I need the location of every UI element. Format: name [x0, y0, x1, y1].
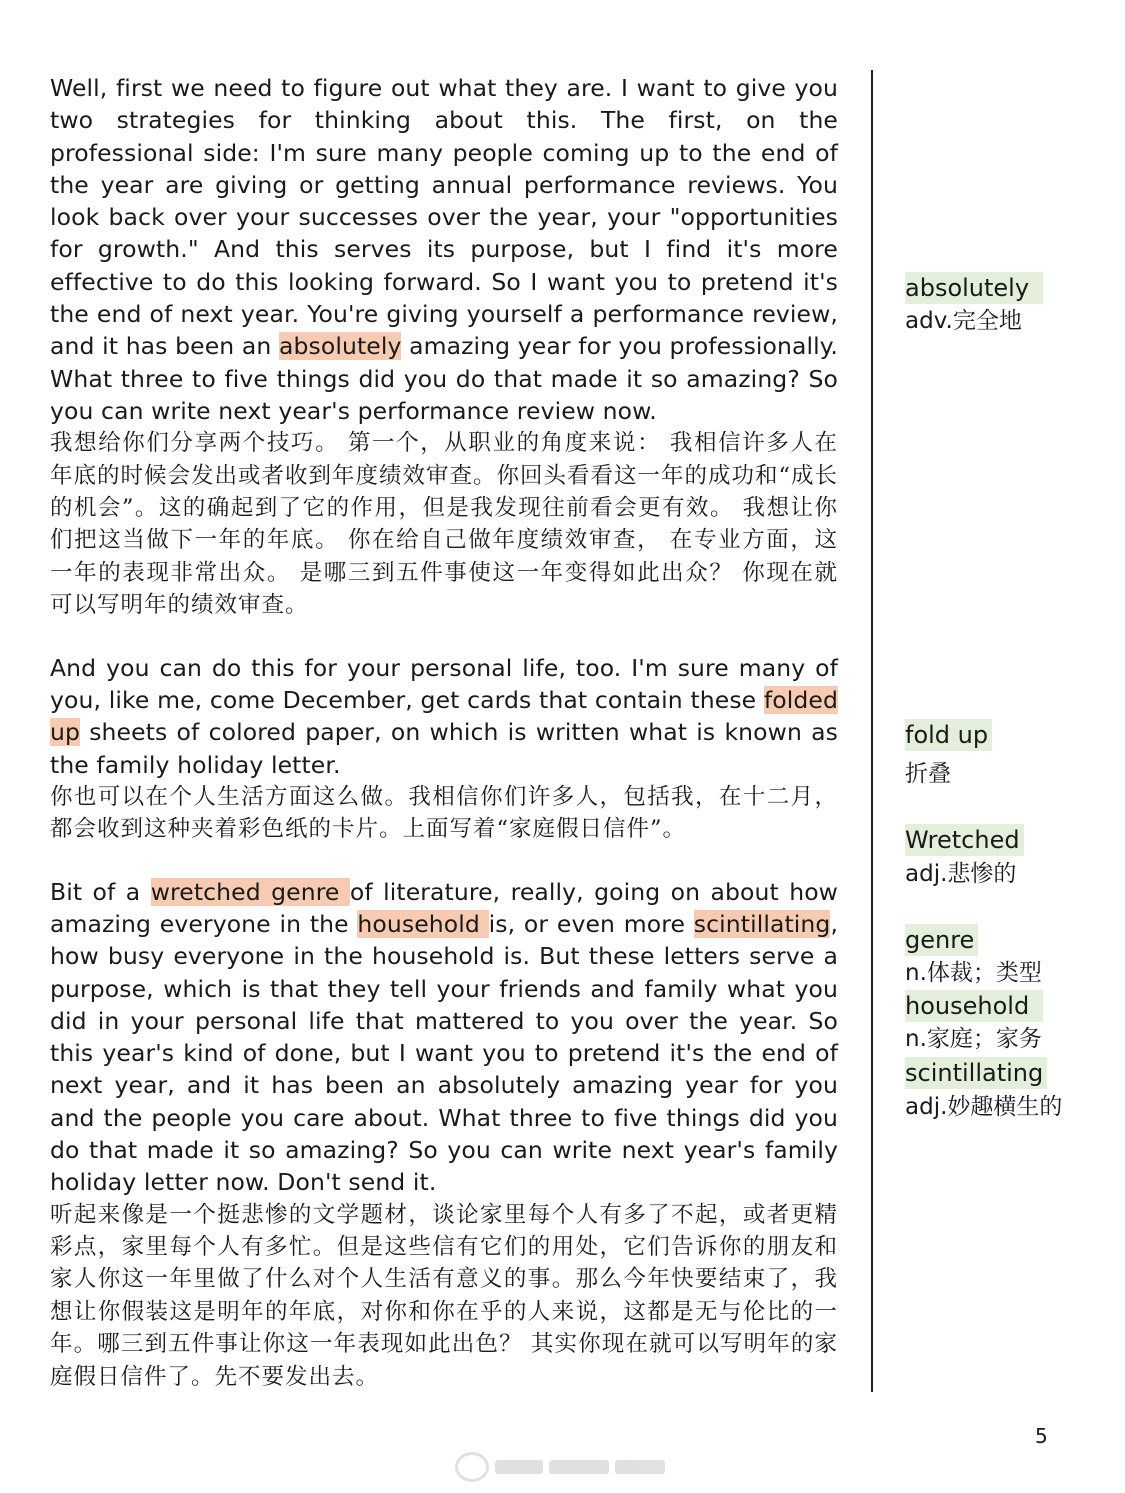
paragraph-gap — [50, 622, 838, 652]
vocab-word-household: household — [905, 990, 1043, 1022]
text-run: Bit of a — [50, 877, 151, 906]
vocab-word-scintillating: scintillating — [905, 1057, 1047, 1089]
watermark-bar — [549, 1460, 609, 1474]
vocab-def-household: n.家庭；家务 — [905, 1026, 1042, 1052]
watermark-logo — [455, 1450, 670, 1484]
paragraph-2-chinese: 你也可以在个人生活方面这么做。我相信你们许多人，包括我，在十二月， 都会收到这种夹着彩色纸的卡片。上面写着“家庭假日信件”。 — [50, 783, 838, 843]
vocab-def-absolutely: adv.完全地 — [905, 308, 1022, 334]
page-number: 5 — [1035, 1424, 1048, 1448]
column-divider — [871, 70, 873, 1392]
vocab-def-scintillating: adj.妙趣横生的 — [905, 1094, 1063, 1120]
vocab-word-wretched: Wretched — [905, 824, 1024, 856]
text-run: of literature, really, going on about how amazing everyone in the — [50, 877, 839, 938]
vocab-def-wretched: adj.悲惨的 — [905, 861, 1017, 887]
highlight-folded-up: folded up — [50, 686, 838, 747]
paragraph-1-english — [50, 72, 838, 427]
vocab-word-absolutely: absolutely — [905, 272, 1043, 304]
text-run: Well, first we need to figure out what they are. I want to give you two strategies for thinking about this. The first, on the professional side: I'm sure many people coming up to the end of the year are giving or getting annual performance reviews. You look back over your successes over the year, your "opportunities for growth." And this serves its purpose, but I find it's more effective to do this looking forward. So I want you to pretend it's the end of next year. You're giving yourself a performance review, and it has been an — [50, 74, 838, 361]
highlight-absolutely: absolutely — [279, 332, 402, 361]
article-body — [50, 72, 838, 1393]
paragraph-3-english — [50, 876, 838, 1199]
chat-bubble-icon — [455, 1452, 489, 1482]
watermark-bar — [495, 1460, 543, 1474]
watermark-bar — [615, 1460, 665, 1474]
paragraph-gap — [50, 846, 838, 876]
highlight-household: household — [357, 910, 489, 938]
vocab-def-genre: n.体裁；类型 — [905, 960, 1042, 986]
vocab-word-fold-up: fold up — [905, 719, 992, 751]
text-run: sheets of colored paper, on which is written what is known as the family holiday letter. — [50, 718, 838, 779]
text-run: amazing year for you professionally. What three to five things did you do that made it so amazing? So you can write next year's performance review now. — [50, 332, 838, 425]
text-run: And you can do this for your personal life, too. I'm sure many of you, like me, come December, get cards that contain these — [50, 653, 838, 714]
paragraph-3-chinese: 听起来像是一个挺悲惨的文学题材，谈论家里每个人有多了不起，或者更精彩点，家里每个人有多忙。但是这些信有它们的用处，它们告诉你的朋友和家人你这一年里做了什么对个人生活有意义的事。那么今年快要结束了，我想让你假装这是明年的年底，对你和你在乎的人来说，这都是无与伦比的一年。哪三到五件事让你这一年表现如此出色？ 其实你现在就可以写明年的家庭假日信件了。先不要发出去。 — [50, 1201, 838, 1390]
vocab-word-genre: genre — [905, 924, 978, 956]
paragraph-2-english — [50, 652, 838, 781]
highlight-scintillating: scintillating — [693, 910, 831, 938]
text-run: is, or even more — [488, 910, 694, 938]
paragraph-1-chinese: 我想给你们分享两个技巧。 第一个，从职业的角度来说： 我相信许多人在年底的时候会发出或者收到年度绩效审查。你回头看看这一年的成功和“成长的机会”。这的确起到了它的作用，但是我发现往前看会更有效。 我想让你们把这当做下一年的年底。 你在给自己做年度绩效审查， 在专业方面，这一年的表现非常出众。 是哪三到五件事使这一年变得如此出众？ 你现在就可以写明年的绩效审查。 — [50, 430, 839, 619]
highlight-wretched-genre: wretched genre — [150, 877, 350, 906]
text-run: , how busy everyone in the household is. But these letters serve a purpose, which is that they tell your friends and family what you did in your personal life that mattered to you over the year. So this year's kind of done, but I want you to pretend it's the end of next year, and it has been an absolutely amazing year for you and the people you care about. What three to five things did you do that made it so amazing? So you can write next year's family holiday letter now. Don't send it. — [50, 910, 839, 1197]
vocab-def-fold-up: 折叠 — [905, 761, 951, 787]
